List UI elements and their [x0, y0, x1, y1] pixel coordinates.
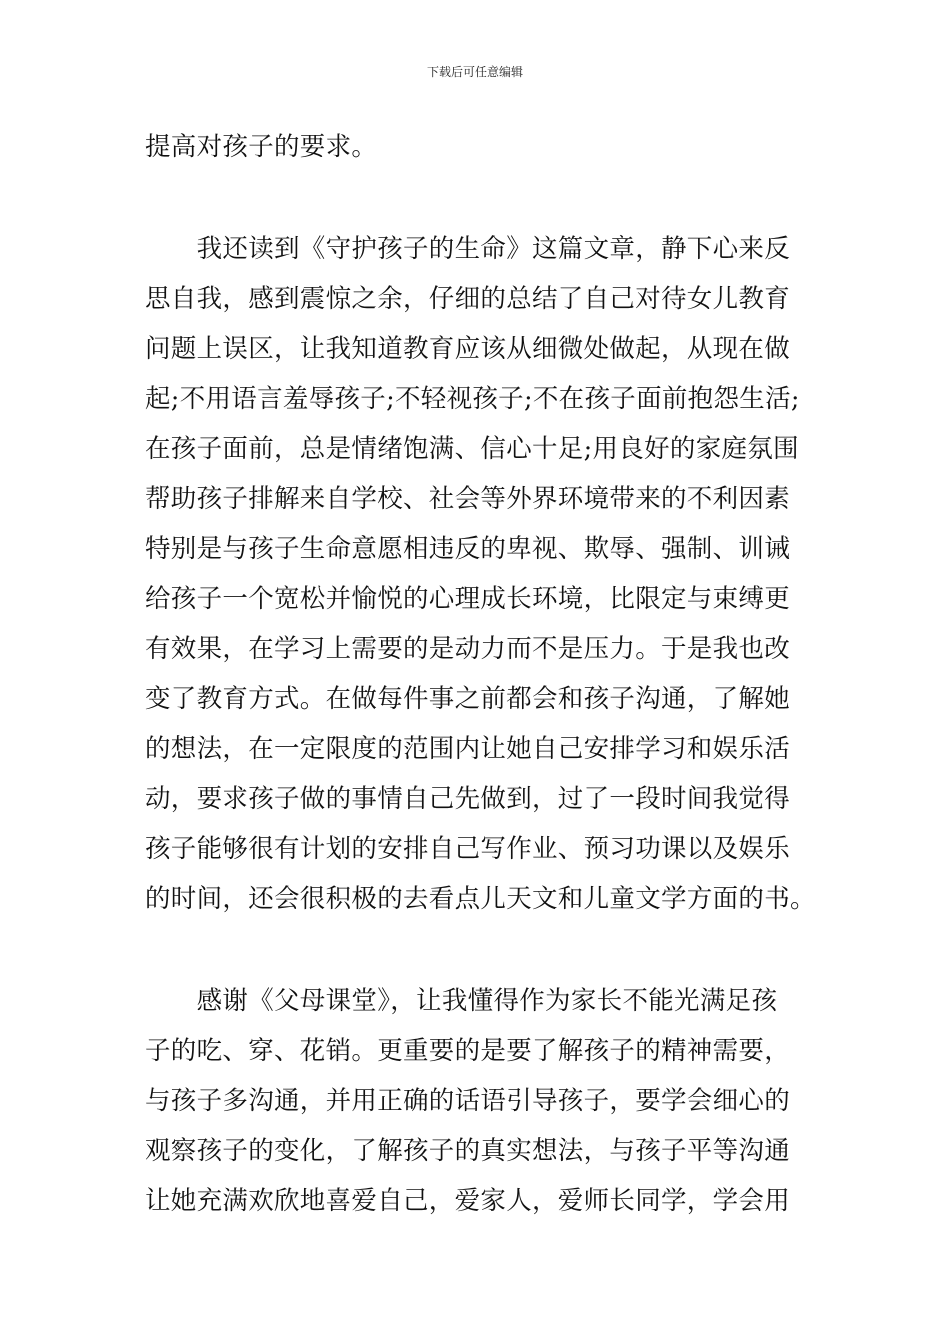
text-line: 感谢《父母课堂》，让我懂得作为家长不能光满足孩	[145, 986, 778, 1016]
text-line: 提高对孩子的要求。	[145, 132, 378, 162]
page-header: 下载后可任意编辑	[426, 65, 523, 79]
text-line: 问题上误区，让我知道教育应该从细微处做起，从现在做	[145, 334, 791, 364]
text-line: 观察孩子的变化，了解孩子的真实想法，与孩子平等沟通	[145, 1136, 791, 1166]
text-line: 动，要求孩子做的事情自己先做到，过了一段时间我觉得	[145, 784, 791, 814]
text-line: 与孩子多沟通，并用正确的话语引导孩子，要学会细心的	[145, 1086, 791, 1116]
text-line: 帮助孩子排解来自学校、社会等外界环境带来的不利因素	[145, 484, 791, 514]
text-line: 变了教育方式。在做每件事之前都会和孩子沟通，了解她	[145, 684, 791, 714]
text-line: 我还读到《守护孩子的生命》这篇文章，静下心来反	[145, 234, 791, 264]
text-line: 在孩子面前，总是情绪饱满、信心十足;用良好的家庭氛围	[145, 434, 799, 464]
text-line: 让她充满欢欣地喜爱自己，爱家人，爱师长同学，学会用	[145, 1186, 791, 1216]
text-line: 思自我，感到震惊之余，仔细的总结了自己对待女儿教育	[145, 284, 791, 314]
text-line: 给孩子一个宽松并愉悦的心理成长环境，比限定与束缚更	[145, 584, 791, 614]
text-line: 有效果，在学习上需要的是动力而不是压力。于是我也改	[145, 634, 791, 664]
text-line: 起;不用语言羞辱孩子;不轻视孩子;不在孩子面前抱怨生活;	[145, 384, 800, 414]
text-line: 特别是与孩子生命意愿相违反的卑视、欺辱、强制、训诫	[145, 534, 791, 564]
text-line: 的想法，在一定限度的范围内让她自己安排学习和娱乐活	[145, 734, 791, 764]
text-line: 子的吃、穿、花销。更重要的是要了解孩子的精神需要，	[145, 1036, 791, 1066]
text-line: 孩子能够很有计划的安排自己写作业、预习功课以及娱乐	[145, 834, 791, 864]
text-line: 的时间，还会很积极的去看点儿天文和儿童文学方面的书。	[145, 884, 816, 914]
